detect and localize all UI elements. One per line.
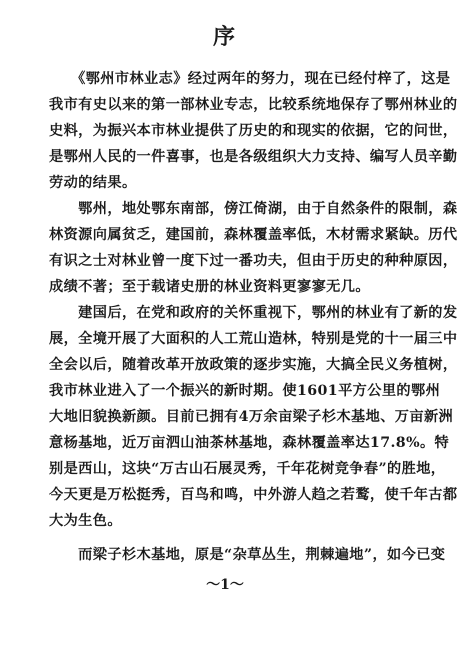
- text-line: 别是西山，这块“万古山石展灵秀，千年花树竞争春”的胜地，: [49, 461, 446, 477]
- text-line: 今天更是万松挺秀，百鸟和鸣，中外游人趋之若鹜，使千年古都: [49, 487, 457, 503]
- text-line: 我市有史以来的第一部林业专志，比较系统地保存了鄂州林业的: [49, 97, 457, 113]
- text-line: 《鄂州市林业志》经过两年的努力，现在已经付梓了，这是: [49, 71, 451, 87]
- text-line: 展，全境开展了大面积的人工荒山造林，特别是党的十一届三中: [49, 331, 457, 347]
- text-line: 大地旧貌换新颜。目前已拥有4万余亩梁子杉木基地、万亩新洲: [49, 409, 454, 425]
- text-line: 有识之士对林业曾一度下过一番功夫，但由于历史的种种原因，: [49, 253, 457, 269]
- text-line: 我市林业进入了一个振兴的新时期。使1601平方公里的鄂州: [49, 383, 441, 399]
- text-line: 大为生色。: [49, 513, 122, 529]
- text-line: 全会以后，随着改革开放政策的逐步实施，大搞全民义务植树，: [49, 357, 457, 373]
- text-line: 鄂州，地处鄂东南部，傍江倚湖，由于自然条件的限制，森: [49, 201, 457, 217]
- text-line: 劳动的结果。: [49, 175, 137, 191]
- text-line: 史料，为振兴本市林业提供了历史的和现实的依据，它的问世，: [49, 123, 457, 139]
- text-line: 林资源向属贫乏，建国前，森林覆盖率低，木材需求紧缺。历代: [49, 227, 457, 243]
- page-number: ～1～: [206, 577, 244, 593]
- text-line: 成绩不著；至于载诸史册的林业资料更寥寥无几。: [49, 279, 370, 295]
- text-line: 建国后，在党和政府的关怀重视下，鄂州的林业有了新的发: [49, 305, 457, 321]
- page-title: 序: [212, 24, 237, 50]
- text-line: 意杨基地，近万亩泗山油茶林基地，森林覆盖率达17.8%。特: [49, 435, 450, 451]
- text-line: 是鄂州人民的一件喜事，也是各级组织大力支持、编写人员辛勤: [49, 149, 457, 165]
- text-line: 而梁子杉木基地，原是“杂草丛生，荆棘遍地”，如今已变: [49, 547, 446, 563]
